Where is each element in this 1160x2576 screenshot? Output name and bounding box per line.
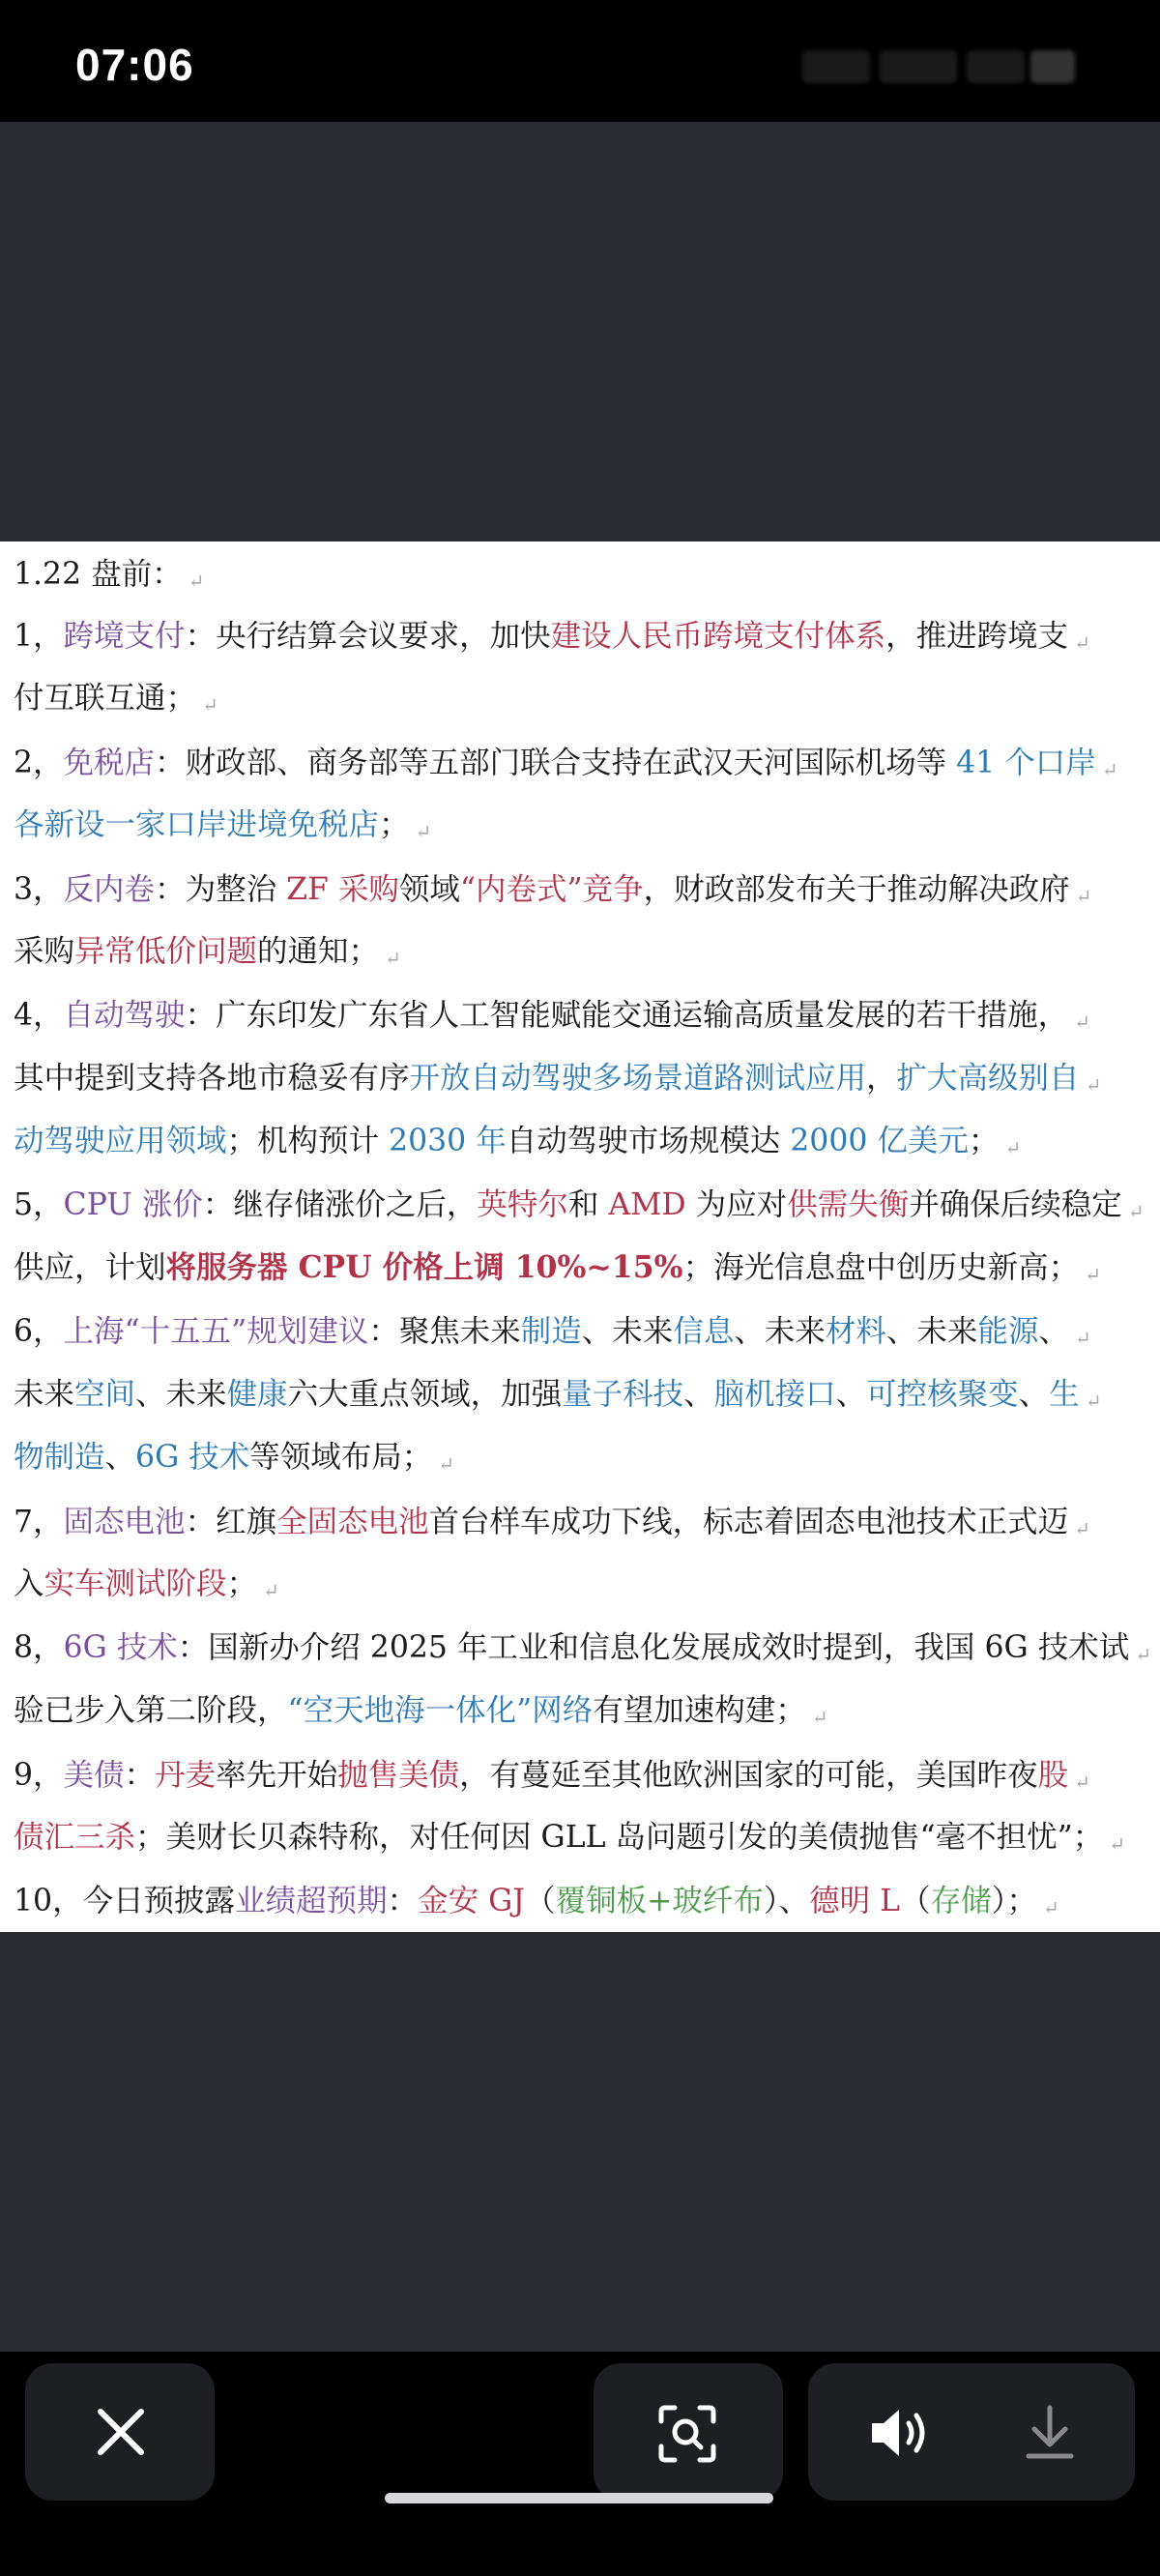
paragraph-mark-icon: ↵ bbox=[1085, 1263, 1101, 1286]
paragraph-mark-icon: ↵ bbox=[811, 1706, 828, 1729]
doc-text-segment: 6， bbox=[14, 1314, 64, 1349]
doc-text-segment: ：广东印发广东省人工智能赋能交通运输高质量发展的若干措施， bbox=[185, 998, 1069, 1033]
doc-text-segment: 全固态电池 bbox=[276, 1505, 429, 1539]
doc-text-segment: ：财政部、商务部等五部门联合支持在武汉天河国际机场等 bbox=[155, 746, 957, 780]
doc-text-segment: 自动驾驶市场规模达 bbox=[506, 1124, 791, 1158]
doc-text-segment: 债汇三杀 bbox=[14, 1820, 136, 1855]
doc-text-segment: ； bbox=[226, 1566, 258, 1601]
doc-text-line bbox=[14, 1312, 1091, 1358]
doc-text-line bbox=[14, 1122, 1021, 1167]
doc-text-segment: 业绩超预期 bbox=[235, 1884, 388, 1918]
doc-text-line bbox=[14, 1375, 1101, 1420]
doc-text-line bbox=[14, 996, 1090, 1041]
doc-text-segment: ：聚焦未来 bbox=[368, 1314, 521, 1349]
doc-text-segment: 、未来 bbox=[734, 1314, 826, 1349]
doc-text-segment: 空间 bbox=[74, 1377, 136, 1412]
audio-download-group bbox=[808, 2363, 1135, 2501]
doc-text-segment: 六大重点领域，加强 bbox=[287, 1377, 563, 1412]
doc-text-segment: ：继存储涨价之后， bbox=[202, 1187, 478, 1222]
doc-text-segment: 8， bbox=[14, 1630, 64, 1665]
doc-text-segment: ，有蔓延至其他欧洲国家的可能，美国昨夜 bbox=[459, 1758, 1038, 1793]
doc-text-segment: 实车测试阶段 bbox=[44, 1566, 227, 1601]
doc-text-segment: ，推进跨境支 bbox=[885, 619, 1069, 654]
doc-text-segment: AMD bbox=[608, 1187, 686, 1222]
doc-text-segment: 丹麦 bbox=[155, 1758, 217, 1793]
doc-text-segment: ：为整治 bbox=[155, 872, 287, 907]
doc-text-line bbox=[14, 1628, 1151, 1674]
doc-text-segment: 其中提到支持各地市稳妥有序 bbox=[14, 1061, 410, 1096]
doc-text-segment: （ bbox=[524, 1884, 556, 1918]
doc-text-segment: 41 个口岸 bbox=[956, 746, 1096, 780]
status-time: 07:06 bbox=[75, 40, 194, 90]
doc-text-segment: 供需失衡 bbox=[787, 1187, 910, 1222]
paragraph-mark-icon: ↵ bbox=[1109, 1832, 1126, 1856]
document-image[interactable] bbox=[0, 542, 1160, 1932]
doc-text-segment: ， bbox=[866, 1061, 897, 1096]
paragraph-mark-icon: ↵ bbox=[1074, 631, 1090, 655]
doc-text-segment: ：央行结算会议要求，加快 bbox=[185, 619, 551, 654]
doc-text-segment: 建设人民币跨境支付体系 bbox=[550, 619, 886, 654]
doc-text-segment: 能源 bbox=[977, 1314, 1039, 1349]
doc-text-segment: 脑机接口 bbox=[713, 1377, 836, 1412]
doc-text-segment: （ bbox=[900, 1884, 931, 1918]
doc-text-line bbox=[14, 744, 1117, 789]
doc-text-segment: 2030 年 bbox=[389, 1124, 507, 1158]
doc-text-segment: 免税店 bbox=[63, 746, 156, 780]
doc-text-segment: 量子科技 bbox=[562, 1377, 684, 1412]
doc-text-segment: 6G 技术 bbox=[135, 1440, 250, 1475]
doc-text-segment: 有望加速构建； bbox=[593, 1693, 806, 1728]
doc-text-segment: 将服务器 CPU 价格上调 10%~15% bbox=[165, 1249, 683, 1285]
doc-text-segment: 扩大高级别自 bbox=[896, 1061, 1080, 1096]
doc-text-segment: ： bbox=[124, 1758, 156, 1793]
paragraph-mark-icon: ↵ bbox=[1074, 1517, 1090, 1540]
doc-text-segment: 1， bbox=[14, 619, 64, 654]
doc-text-segment: 、 bbox=[1018, 1377, 1050, 1412]
doc-text-line bbox=[14, 555, 204, 600]
doc-text-line bbox=[14, 1565, 279, 1610]
paragraph-mark-icon: ↵ bbox=[1085, 1390, 1102, 1413]
doc-text-line bbox=[14, 1756, 1090, 1801]
doc-text-line bbox=[14, 1248, 1101, 1294]
doc-text-segment: 德明 L bbox=[809, 1884, 901, 1918]
paragraph-mark-icon: ↵ bbox=[1135, 1643, 1151, 1666]
doc-text-line bbox=[14, 1186, 1144, 1231]
paragraph-mark-icon: ↵ bbox=[188, 570, 205, 593]
doc-text-segment: 5， bbox=[14, 1187, 64, 1222]
doc-text-segment: 、 bbox=[1038, 1314, 1069, 1349]
doc-text-segment: “空天地海一体化”网络 bbox=[287, 1693, 594, 1728]
doc-text-segment: CPU 涨价 bbox=[63, 1187, 203, 1222]
doc-text-segment: 股 bbox=[1037, 1758, 1069, 1793]
doc-text-line bbox=[14, 1059, 1101, 1104]
paragraph-mark-icon: ↵ bbox=[1074, 1010, 1090, 1034]
doc-text-segment: 的通知； bbox=[257, 934, 380, 969]
doc-text-segment: 为应对 bbox=[685, 1187, 788, 1222]
close-button[interactable] bbox=[25, 2363, 215, 2501]
blurred-status-icon bbox=[967, 50, 1025, 83]
doc-text-segment: 入 bbox=[14, 1566, 44, 1601]
status-bar bbox=[0, 0, 1160, 122]
close-icon bbox=[97, 2408, 145, 2456]
paragraph-mark-icon: ↵ bbox=[1127, 1200, 1145, 1223]
doc-text-segment: ：红旗 bbox=[185, 1505, 277, 1539]
paragraph-mark-icon: ↵ bbox=[202, 693, 218, 717]
doc-text-line bbox=[14, 870, 1091, 916]
doc-text-segment: 、 bbox=[835, 1377, 867, 1412]
doc-text-segment: 自动驾驶 bbox=[63, 998, 186, 1033]
doc-text-segment: ； bbox=[379, 807, 410, 842]
doc-text-segment: 2000 亿美元 bbox=[790, 1124, 969, 1158]
doc-text-segment: “内卷式”竞争 bbox=[459, 872, 644, 907]
doc-text-segment: 覆铜板+玻纤布 bbox=[555, 1884, 764, 1918]
paragraph-mark-icon: ↵ bbox=[1042, 1896, 1059, 1919]
blurred-status-icon bbox=[880, 50, 957, 83]
doc-text-line bbox=[14, 679, 218, 724]
doc-text-segment: 可控核聚变 bbox=[866, 1377, 1019, 1412]
doc-text-segment: 4， bbox=[14, 998, 64, 1033]
paragraph-mark-icon: ↵ bbox=[1085, 1073, 1102, 1097]
paragraph-mark-icon: ↵ bbox=[1004, 1136, 1022, 1159]
doc-text-segment: 6G 技术 bbox=[63, 1630, 178, 1665]
doc-text-line bbox=[14, 1438, 454, 1483]
doc-text-line bbox=[14, 1818, 1125, 1863]
doc-text-segment: ）； bbox=[991, 1884, 1037, 1918]
doc-text-segment: 、 bbox=[104, 1440, 136, 1475]
paragraph-mark-icon: ↵ bbox=[1074, 1771, 1090, 1794]
doc-text-segment: 物制造 bbox=[14, 1440, 105, 1475]
download-icon[interactable] bbox=[1023, 2404, 1077, 2462]
bottom-toolbar bbox=[0, 2352, 1160, 2576]
doc-text-segment: 付互联互通； bbox=[14, 681, 197, 716]
doc-text-segment: 制造 bbox=[520, 1314, 582, 1349]
doc-text-line bbox=[14, 932, 401, 978]
doc-text-segment: 10，今日预披露 bbox=[14, 1884, 236, 1918]
paragraph-mark-icon: ↵ bbox=[1075, 885, 1092, 908]
doc-text-segment: ；机构预计 bbox=[226, 1124, 390, 1158]
doc-text-segment: ：国新办介绍 2025 年工业和信息化发展成效时提到，我国 6G 技术试 bbox=[177, 1630, 1130, 1665]
doc-text-segment: 和 bbox=[567, 1187, 609, 1222]
doc-text-segment: 、未来 bbox=[581, 1314, 674, 1349]
doc-text-segment: 首台样车成功下线，标志着固态电池技术正式迈 bbox=[428, 1505, 1069, 1539]
status-icons bbox=[802, 46, 1092, 85]
doc-text-segment: ）、 bbox=[763, 1884, 810, 1918]
speaker-icon[interactable] bbox=[868, 2406, 932, 2460]
doc-text-segment: 验已步入第二阶段， bbox=[14, 1693, 288, 1728]
doc-text-segment: 、 bbox=[683, 1377, 714, 1412]
doc-text-segment: 信息 bbox=[673, 1314, 735, 1349]
doc-text-segment: 2， bbox=[14, 746, 64, 780]
doc-text-segment: 上海“十五五”规划建议 bbox=[63, 1314, 369, 1349]
doc-text-segment: 固态电池 bbox=[63, 1505, 186, 1539]
image-search-button[interactable] bbox=[594, 2363, 783, 2501]
blurred-status-icon bbox=[802, 50, 870, 83]
doc-text-segment: 率先开始 bbox=[216, 1758, 338, 1793]
doc-text-segment: 英特尔 bbox=[477, 1187, 568, 1222]
doc-text-segment: 金安 GJ bbox=[418, 1884, 525, 1918]
image-search-icon bbox=[657, 2404, 717, 2464]
battery-icon bbox=[1030, 50, 1075, 83]
doc-text-segment: ；美财长贝森特称，对任何因 GLL 岛问题引发的美债抛售“毫不担忧”； bbox=[135, 1820, 1104, 1855]
paragraph-mark-icon: ↵ bbox=[1074, 1327, 1091, 1350]
doc-text-line bbox=[14, 1882, 1059, 1927]
doc-text-segment: 抛售美债 bbox=[337, 1758, 460, 1793]
doc-text-segment: 健康 bbox=[226, 1377, 288, 1412]
doc-text-segment: 异常低价问题 bbox=[74, 934, 258, 969]
paragraph-mark-icon: ↵ bbox=[263, 1579, 279, 1602]
doc-text-segment: 7， bbox=[14, 1505, 64, 1539]
doc-text-segment: 材料 bbox=[825, 1314, 886, 1349]
doc-text-segment: 3， bbox=[14, 872, 64, 907]
doc-text-segment: 、未来 bbox=[885, 1314, 978, 1349]
doc-text-segment: 1.22 盘前： bbox=[14, 557, 183, 592]
doc-text-segment: ；海光信息盘中创历史新高； bbox=[682, 1250, 1080, 1285]
doc-text-segment: 动驾驶应用领域 bbox=[14, 1124, 227, 1158]
doc-text-segment: 等领域布局； bbox=[249, 1440, 433, 1475]
paragraph-mark-icon: ↵ bbox=[385, 947, 401, 970]
doc-text-segment: ，财政部发布关于推动解决政府 bbox=[643, 872, 1070, 907]
doc-text-segment: 并确保后续稳定 bbox=[909, 1187, 1122, 1222]
doc-text-segment: 各新设一家口岸进境免税店 bbox=[14, 807, 380, 842]
doc-text-line bbox=[14, 1691, 828, 1737]
doc-text-segment: 供应，计划 bbox=[14, 1250, 166, 1285]
doc-text-line bbox=[14, 805, 431, 851]
doc-text-segment: 领域 bbox=[398, 872, 460, 907]
doc-text-segment: 采购 bbox=[14, 934, 75, 969]
doc-text-line bbox=[14, 617, 1090, 662]
doc-text-segment: 9， bbox=[14, 1758, 64, 1793]
paragraph-mark-icon: ↵ bbox=[415, 820, 432, 843]
paragraph-mark-icon: ↵ bbox=[438, 1452, 455, 1476]
doc-text-segment: 美债 bbox=[63, 1758, 125, 1793]
paragraph-mark-icon: ↵ bbox=[1101, 758, 1118, 781]
home-indicator bbox=[385, 2493, 773, 2503]
doc-text-segment: 未来 bbox=[14, 1377, 75, 1412]
doc-text-segment: 跨境支付 bbox=[63, 619, 186, 654]
doc-text-segment: 、未来 bbox=[135, 1377, 227, 1412]
doc-text-segment: ZF 采购 bbox=[286, 872, 399, 907]
doc-text-segment: 开放自动驾驶多场景道路测试应用 bbox=[409, 1061, 867, 1096]
doc-text-segment: ； bbox=[968, 1124, 1000, 1158]
doc-text-segment: ： bbox=[387, 1884, 419, 1918]
doc-text-segment: 生 bbox=[1049, 1377, 1080, 1412]
doc-text-segment: 反内卷 bbox=[63, 872, 156, 907]
doc-text-segment: 存储 bbox=[930, 1884, 992, 1918]
doc-text-line bbox=[14, 1503, 1090, 1548]
